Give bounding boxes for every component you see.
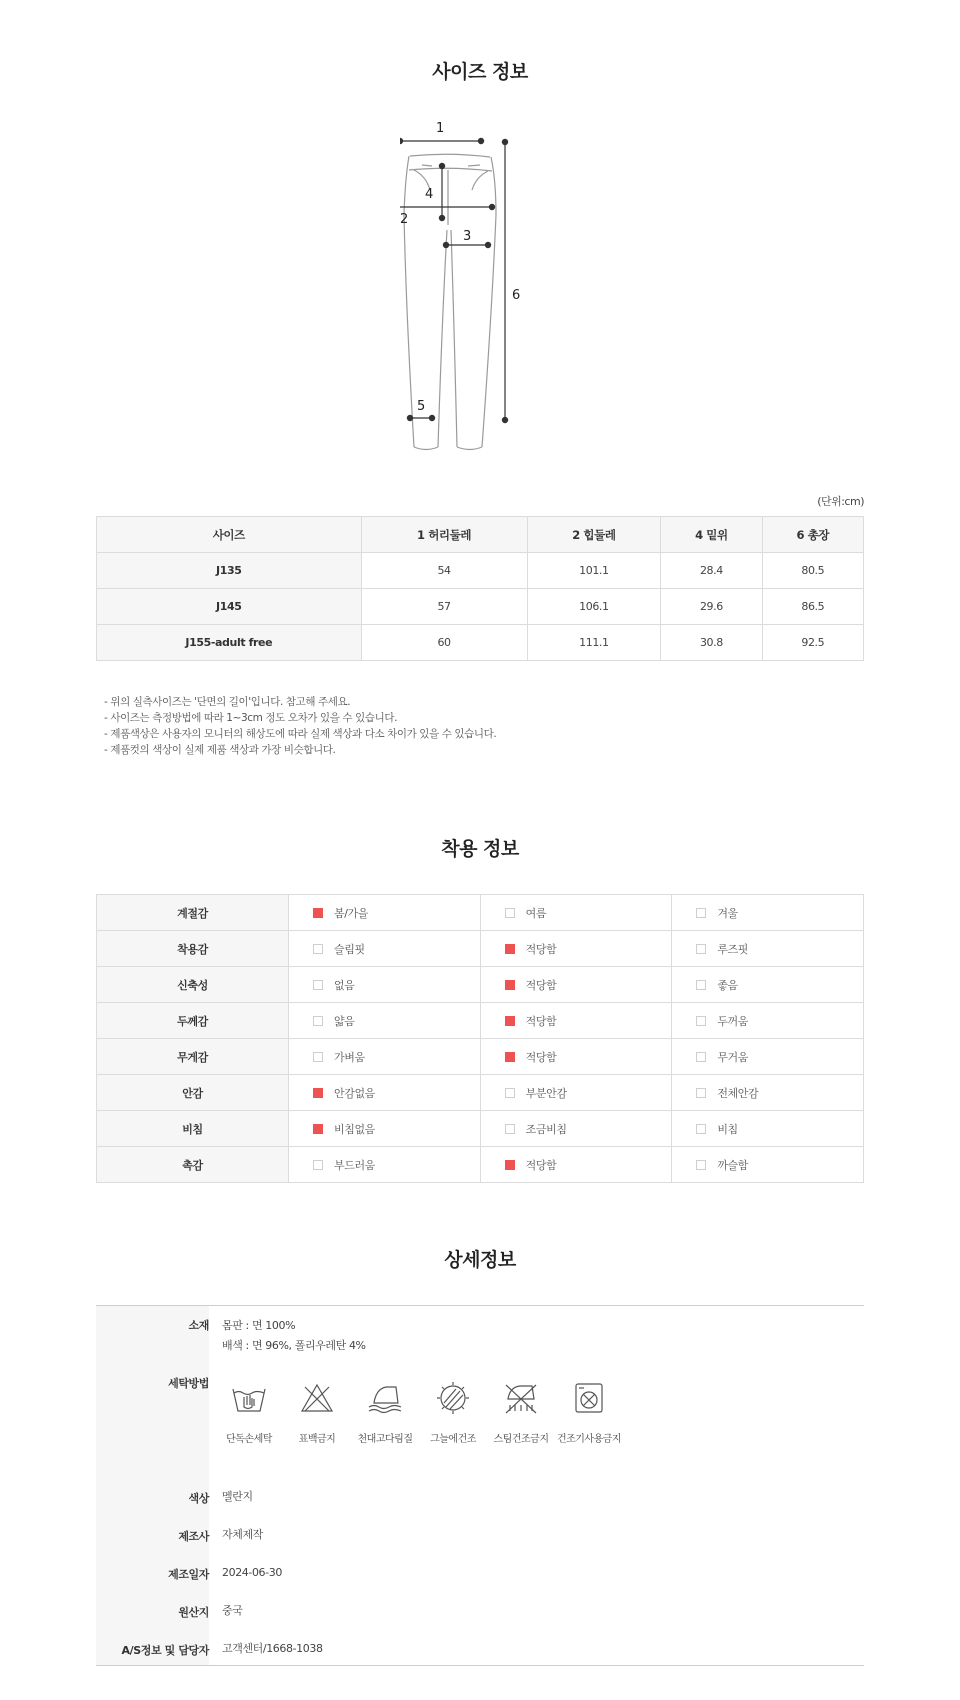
unchecked-box-icon — [696, 1016, 706, 1026]
table-row — [97, 625, 864, 661]
checked-box-icon — [505, 1052, 515, 1062]
size-name-cell: J155-adult free — [97, 625, 362, 661]
wear-option-label: 까슬함 — [717, 1158, 748, 1172]
table-row — [97, 1039, 864, 1075]
hand-wash-icon — [230, 1381, 268, 1415]
detail-value: 중국 — [222, 1604, 243, 1617]
unchecked-box-icon — [696, 1160, 706, 1170]
note-line: - 제품색상은 사용자의 모니터의 해상도에 따라 실제 색상과 다소 차이가 있을 수 있습니다. — [104, 728, 497, 740]
table-cell: 86.5 — [762, 589, 863, 625]
detail-value: 고객센터/1668-1038 — [222, 1642, 323, 1655]
wear-info-table — [96, 894, 864, 1183]
wear-option — [672, 895, 864, 931]
detail-value: 2024-06-30 — [222, 1566, 282, 1579]
wear-row-label: 두께감 — [97, 1003, 289, 1039]
iron-with-cloth-icon — [366, 1381, 404, 1415]
table-cell: 106.1 — [527, 589, 661, 625]
wear-option — [289, 931, 481, 967]
wear-row-label: 비침 — [97, 1111, 289, 1147]
wear-option-label: 적당함 — [525, 978, 557, 992]
wear-option-label: 전체안감 — [717, 1086, 759, 1100]
wear-option-label: 루즈핏 — [717, 942, 748, 956]
wear-row-label: 신축성 — [97, 967, 289, 1003]
note-line: - 제품컷의 색상이 실제 제품 색상과 가장 비슷합니다. — [104, 744, 336, 756]
wear-option — [480, 1003, 672, 1039]
checked-box-icon — [313, 1124, 323, 1134]
wear-row-label: 착용감 — [97, 931, 289, 967]
diagram-label-1: 1 — [436, 121, 445, 136]
detail-label: 제조사 — [178, 1530, 209, 1543]
wear-option — [480, 931, 672, 967]
care-caption: 단독손세탁 — [226, 1434, 272, 1445]
table-row — [97, 589, 864, 625]
wear-option — [480, 1147, 672, 1183]
no-bleach-icon — [298, 1381, 336, 1415]
wear-option — [480, 895, 672, 931]
wear-option — [289, 1147, 481, 1183]
wear-option-label: 비침 — [717, 1122, 738, 1136]
wear-option-label: 얇음 — [334, 1014, 355, 1028]
table-header: 2 힙둘레 — [527, 517, 661, 553]
table-cell: 54 — [361, 553, 527, 589]
wear-option-label: 조금비침 — [525, 1122, 567, 1136]
detail-info-title: 상세정보 — [444, 1249, 516, 1271]
table-row — [97, 967, 864, 1003]
wear-option-label: 적당함 — [525, 942, 557, 956]
table-cell: 28.4 — [661, 553, 762, 589]
shade-dry-icon — [434, 1381, 472, 1415]
wear-option — [289, 967, 481, 1003]
unchecked-box-icon — [313, 1052, 323, 1062]
table-row — [97, 895, 864, 931]
wear-option — [289, 1075, 481, 1111]
wear-option-label: 부분안감 — [525, 1086, 567, 1100]
care-caption: 스팀건조금지 — [493, 1434, 549, 1445]
wear-option — [672, 1111, 864, 1147]
wear-info-title: 착용 정보 — [441, 838, 519, 860]
diagram-label-2: 2 — [400, 212, 409, 227]
note-line: - 사이즈는 측정방법에 따라 1~3cm 정도 오차가 있을 수 있습니다. — [104, 712, 398, 724]
detail-label: 제조일자 — [168, 1568, 209, 1581]
detail-label: 원산지 — [178, 1606, 209, 1619]
size-notes — [104, 694, 496, 758]
table-row — [97, 1003, 864, 1039]
wear-option — [672, 1147, 864, 1183]
checked-box-icon — [313, 908, 323, 918]
wear-option — [672, 1039, 864, 1075]
wear-option — [289, 895, 481, 931]
size-name-cell: J145 — [97, 589, 362, 625]
care-label: 세탁방법 — [168, 1377, 209, 1390]
care-icons — [214, 1381, 654, 1461]
material-value — [222, 1316, 366, 1356]
detail-info-table — [96, 1305, 864, 1666]
unchecked-box-icon — [696, 1052, 706, 1062]
table-row — [97, 1147, 864, 1183]
care-item — [282, 1381, 352, 1445]
unchecked-box-icon — [313, 944, 323, 954]
size-name-cell: J135 — [97, 553, 362, 589]
table-cell: 29.6 — [661, 589, 762, 625]
checked-box-icon — [505, 980, 515, 990]
care-item — [350, 1381, 420, 1445]
diagram-label-5: 5 — [417, 399, 426, 414]
table-header: 1 허리둘레 — [361, 517, 527, 553]
unchecked-box-icon — [505, 1088, 515, 1098]
wear-option — [672, 1003, 864, 1039]
table-cell: 111.1 — [527, 625, 661, 661]
unchecked-box-icon — [313, 1160, 323, 1170]
wear-option-label: 비침없음 — [334, 1122, 375, 1136]
wear-option-label: 여름 — [525, 906, 547, 920]
no-tumble-dry-icon — [570, 1381, 608, 1415]
table-row — [97, 553, 864, 589]
care-caption: 표백금지 — [298, 1434, 336, 1445]
wear-option — [480, 1075, 672, 1111]
wear-option — [480, 1039, 672, 1075]
wear-option-label: 적당함 — [525, 1050, 557, 1064]
unchecked-box-icon — [313, 980, 323, 990]
unchecked-box-icon — [505, 1124, 515, 1134]
wear-option-label: 슬림핏 — [334, 942, 365, 956]
material-line: 배색 : 면 96%, 폴리우레탄 4% — [222, 1339, 366, 1352]
diagram-label-4: 4 — [425, 187, 434, 202]
wear-option-label: 안감없음 — [334, 1086, 375, 1100]
care-item — [554, 1381, 624, 1445]
wear-option-label: 좋음 — [717, 978, 738, 992]
care-caption: 건조기사용금지 — [556, 1434, 622, 1445]
table-row — [97, 1075, 864, 1111]
wear-option-label: 없음 — [334, 978, 355, 992]
checked-box-icon — [505, 944, 515, 954]
table-cell: 80.5 — [762, 553, 863, 589]
checked-box-icon — [505, 1160, 515, 1170]
diagram-label-3: 3 — [463, 229, 472, 244]
diagram-label-6: 6 — [512, 288, 521, 303]
unchecked-box-icon — [696, 1088, 706, 1098]
wear-option — [672, 1075, 864, 1111]
detail-value: 자체제작 — [222, 1528, 263, 1541]
care-item — [418, 1381, 488, 1445]
material-line: 몸판 : 면 100% — [222, 1319, 296, 1332]
note-line: - 위의 실측사이즈는 '단면의 길이'입니다. 참고해 주세요. — [104, 696, 351, 708]
wear-option-label: 겨울 — [717, 906, 738, 920]
wear-option — [289, 1039, 481, 1075]
unchecked-box-icon — [696, 980, 706, 990]
detail-label: 색상 — [188, 1492, 209, 1505]
wear-option — [672, 967, 864, 1003]
table-cell: 92.5 — [762, 625, 863, 661]
wear-option-label: 적당함 — [525, 1014, 557, 1028]
table-row — [97, 931, 864, 967]
wear-option — [289, 1111, 481, 1147]
wear-option-label: 적당함 — [525, 1158, 557, 1172]
wear-row-label: 촉감 — [97, 1147, 289, 1183]
detail-label: A/S정보 및 담당자 — [121, 1644, 209, 1657]
checked-box-icon — [505, 1016, 515, 1026]
unchecked-box-icon — [696, 1124, 706, 1134]
wear-option-label: 무거움 — [717, 1050, 748, 1064]
care-item — [486, 1381, 556, 1445]
unchecked-box-icon — [505, 908, 515, 918]
table-cell: 30.8 — [661, 625, 762, 661]
no-steam-dry-icon — [502, 1381, 540, 1415]
wear-option — [480, 967, 672, 1003]
size-info-title: 사이즈 정보 — [432, 61, 528, 83]
unit-label: (단위:cm) — [817, 495, 864, 508]
detail-value: 멜란지 — [222, 1490, 253, 1503]
wear-row-label: 무게감 — [97, 1039, 289, 1075]
table-cell: 57 — [361, 589, 527, 625]
wear-row-label: 안감 — [97, 1075, 289, 1111]
table-header: 6 총장 — [762, 517, 863, 553]
wear-option-label: 봄/가을 — [334, 906, 368, 920]
pants-measurement-diagram — [400, 120, 580, 460]
wear-option — [289, 1003, 481, 1039]
table-header: 4 밑위 — [661, 517, 762, 553]
care-caption: 그늘에건조 — [430, 1434, 476, 1445]
care-caption: 천대고다림질 — [357, 1434, 413, 1445]
wear-option-label: 두꺼움 — [717, 1014, 748, 1028]
material-label: 소재 — [188, 1319, 209, 1332]
wear-row-label: 계절감 — [97, 895, 289, 931]
unchecked-box-icon — [696, 908, 706, 918]
table-header: 사이즈 — [97, 517, 362, 553]
table-cell: 101.1 — [527, 553, 661, 589]
table-row — [97, 1111, 864, 1147]
wear-option-label: 부드러움 — [334, 1158, 375, 1172]
care-item — [214, 1381, 284, 1445]
wear-option — [480, 1111, 672, 1147]
size-table — [96, 516, 864, 661]
wear-option-label: 가벼움 — [334, 1050, 365, 1064]
wear-option — [672, 931, 864, 967]
table-cell: 60 — [361, 625, 527, 661]
size-table-header-row — [97, 517, 864, 553]
unchecked-box-icon — [696, 944, 706, 954]
checked-box-icon — [313, 1088, 323, 1098]
unchecked-box-icon — [313, 1016, 323, 1026]
